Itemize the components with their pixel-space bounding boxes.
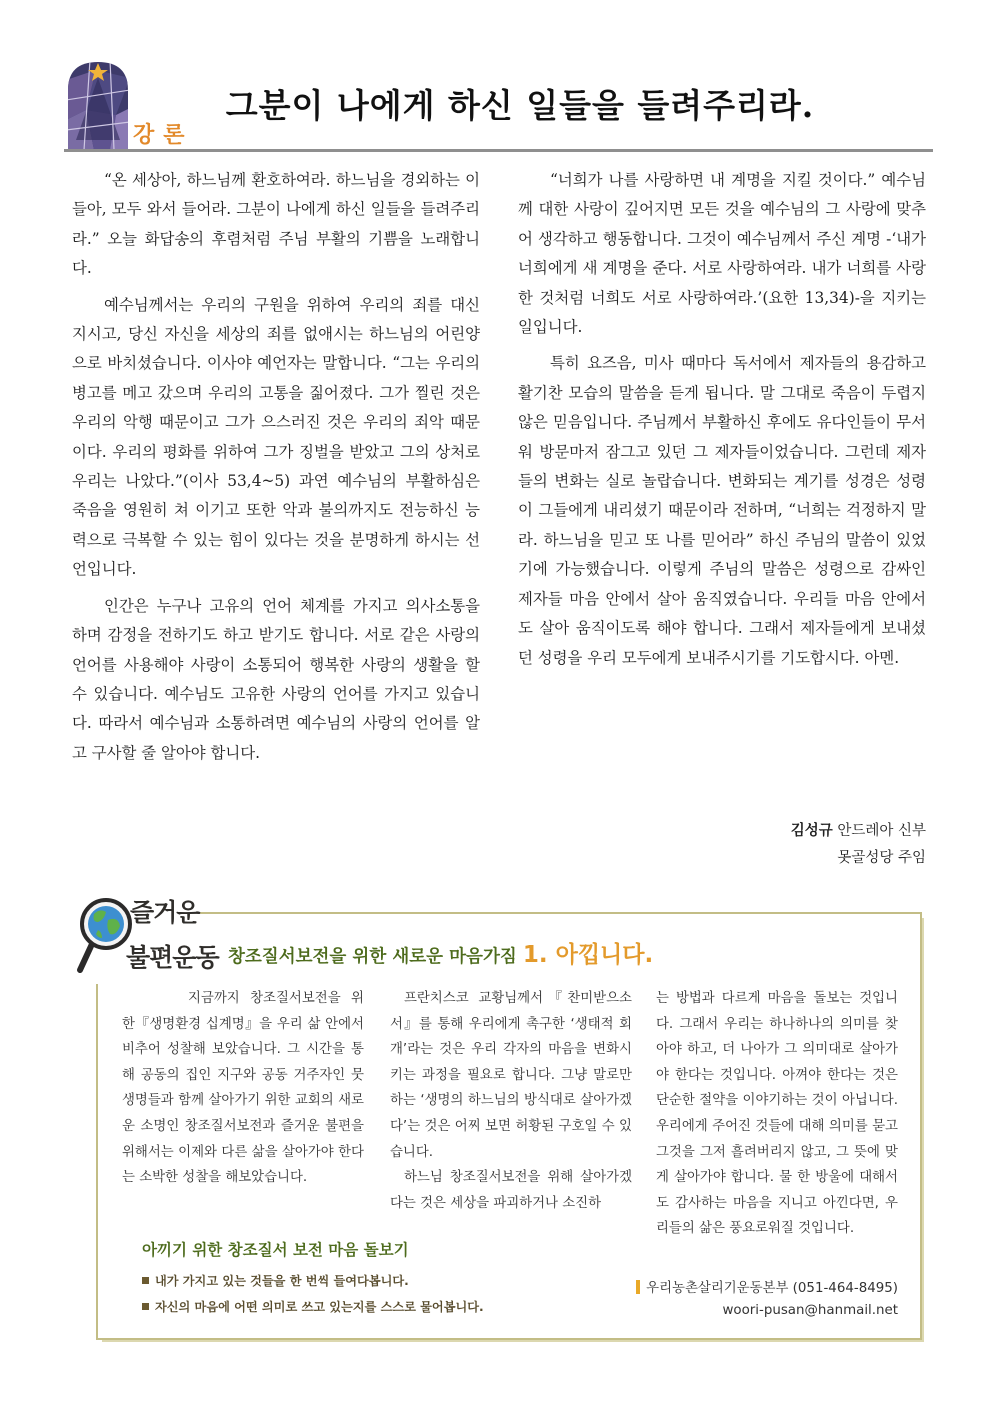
campaign-column-3 — [656, 986, 898, 1242]
campaign-title-main: 창조질서보전을 위한 새로운 마음가짐 — [228, 947, 523, 967]
campaign-paragraph: 프란치스코 교황님께서『찬미받으소서』를 통해 우리에게 촉구한 ‘생태적 회개’라는 것은 우리 각자의 마음을 변화시키는 과정을 필요로 합니다. 그냥 말로만 하는 ‘생명의 하느님의 방식대로 살아가겠다’는 것은 어찌 보면 허황된 구호일 수 있습니다. — [390, 991, 632, 1160]
contact-email: woori-pusan@hanmail.net — [722, 1303, 898, 1318]
tip-item — [142, 1298, 484, 1315]
campaign-title-number: 1. 아낍니다. — [522, 942, 654, 968]
tip-item — [142, 1272, 409, 1289]
campaign-paragraph: 는 방법과 다르게 마음을 돌보는 것입니다. 그래서 우리는 하나하나의 의미를 찾아야 하고, 더 나아가 그 의미대로 살아가야 한다는 것입니다. 아껴야 한다는 것은 단순한 절약을 이야기하는 것이 아닙니다. 우리에게 주어진 것들에 대해 의미를 묻고 그것을 그저 흘려버리지 않고, 그 뜻에 맞게 살아가야 합니다. 물 한 방울에 대해서도 감사하는 마음을 지니고 아낀다면, 우리들의 삶은 풍요로워질 것입니다. — [656, 991, 898, 1237]
author-signature — [560, 818, 926, 872]
author-name: 김성규 — [790, 823, 833, 839]
stained-glass-logo-icon — [66, 60, 130, 150]
homily-paragraph: “너희가 나를 사랑하면 내 계명을 지킬 것이다.” 예수님께 대한 사랑이 깊어지면 모든 것을 예수님의 그 사랑에 맞추어 생각하고 행동합니다. 그것이 예수님께서 주신 계명 -‘내가 너희에게 새 계명을 준다. 서로 사랑하여라. 내가 너희를 사랑한 것처럼 너희도 서로 사랑하여라.’(요한 13,34)-을 지키는 일입니다. — [518, 171, 926, 337]
tips-title: 아끼기 위한 창조질서 보전 마음 돌보기 — [142, 1241, 409, 1259]
section-label: 강론 — [133, 123, 194, 148]
campaign-title — [228, 936, 653, 969]
campaign-paragraph: 지금까지 창조질서보전을 위한『생명환경 십계명』을 우리 삶 안에서 비추어 성찰해 보았습니다. 그 시간을 통해 공동의 집인 지구와 공동 거주자인 뭇 생명들과 함께 살아가기 위한 교회의 새로운 소명인 창조질서보전과 즐거운 불편을 위해서는 이제와 다른 삶을 살아가야 한다는 소박한 성찰을 해보았습니다. — [122, 991, 364, 1186]
contact-org: 우리농촌살리기운동본부 (051-464-8495) — [646, 1281, 898, 1296]
homily-paragraph: “온 세상아, 하느님께 환호하여라. 하느님을 경외하는 이들아, 모두 와서 들어라. 그분이 나에게 하신 일들을 들려주리라.” 오늘 화답송의 후렴처럼 주님 부활의 기쁨을 노래합니다. — [72, 171, 480, 278]
homily-right-column — [518, 166, 926, 680]
contact-info — [600, 1278, 898, 1322]
campaign-column-2 — [390, 986, 632, 1216]
square-bullet-icon — [142, 1277, 149, 1284]
campaign-logo-line2: 불편운동 — [126, 943, 219, 972]
page-title: 그분이 나에게 하신 일들을 들려주리라. — [225, 86, 815, 125]
homily-left-column — [72, 166, 480, 775]
homily-paragraph: 인간은 누구나 고유의 언어 체계를 가지고 의사소통을 하며 감정을 전하기도 하고 받기도 합니다. 서로 같은 사랑의 언어를 사용해야 사랑이 소통되어 행복한 사랑의 생활을 할 수 있습니다. 예수님도 고유한 사랑의 언어를 가지고 있습니다. 따라서 예수님과 소통하려면 예수님의 사랑의 언어를 알고 구사할 줄 알아야 합니다. — [72, 596, 480, 762]
campaign-paragraph: 하느님 창조질서보전을 위해 살아가겠다는 것은 세상을 파괴하거나 소진하 — [390, 1170, 632, 1211]
author-title: 안드레아 신부 — [832, 823, 926, 839]
author-parish: 못골성당 주임 — [837, 850, 926, 866]
campaign-column-1 — [122, 986, 364, 1191]
tip-text: 내가 가지고 있는 것들을 한 번씩 들여다봅니다. — [155, 1274, 409, 1288]
tip-text: 자신의 마음에 어떤 의미로 쓰고 있는지를 스스로 물어봅니다. — [155, 1300, 484, 1314]
campaign-logo-line1: 즐거운 — [130, 898, 200, 927]
square-bullet-icon — [142, 1303, 149, 1310]
accent-bar-icon — [636, 1280, 640, 1294]
homily-paragraph: 특히 요즈음, 미사 때마다 독서에서 제자들의 용감하고 활기찬 모습의 말씀을 듣게 됩니다. 말 그대로 죽음이 두렵지 않은 믿음입니다. 주님께서 부활하신 후에도 유다인들이 무서워 방문마저 잠그고 있던 그 제자들이었습니다. 그런데 제자들의 변화는 실로 놀랍습니다. 변화되는 계기를 성경은 성령이 그들에게 내리셨기 때문이라 전하며, “너희는 걱정하지 말라. 하느님을 믿고 또 나를 믿어라” 하신 주님의 말씀이 있었기에 가능했습니다. 이렇게 주님의 말씀은 성령으로 감싸인 제자들 마음 안에서 살아 움직였습니다. 우리들 마음 안에서도 살아 움직이도록 해야 합니다. 그래서 제자들에게 보내셨던 성령을 우리 모두에게 보내주시기를 기도합시다. 아멘. — [518, 354, 926, 667]
homily-paragraph: 예수님께서는 우리의 구원을 위하여 우리의 죄를 대신 지시고, 당신 자신을 세상의 죄를 없애시는 하느님의 어린양으로 바치셨습니다. 이사야 예언자는 말합니다. “그는 우리의 병고를 메고 갔으며 우리의 고통을 짊어졌다. 그가 찔린 것은 우리의 악행 때문이고 그가 으스러진 것은 우리의 죄악 때문이다. 우리의 평화를 위하여 그가 징벌을 받았고 그의 상처로 우리는 나았다.”(이사 53,4~5) 과연 예수님의 부활하심은 죽음을 영원히 쳐 이기고 또한 악과 불의까지도 전능하신 능력으로 극복할 수 있는 힘이 있다는 것을 분명하게 하시는 선언입니다. — [72, 295, 480, 579]
header-divider — [64, 149, 933, 152]
